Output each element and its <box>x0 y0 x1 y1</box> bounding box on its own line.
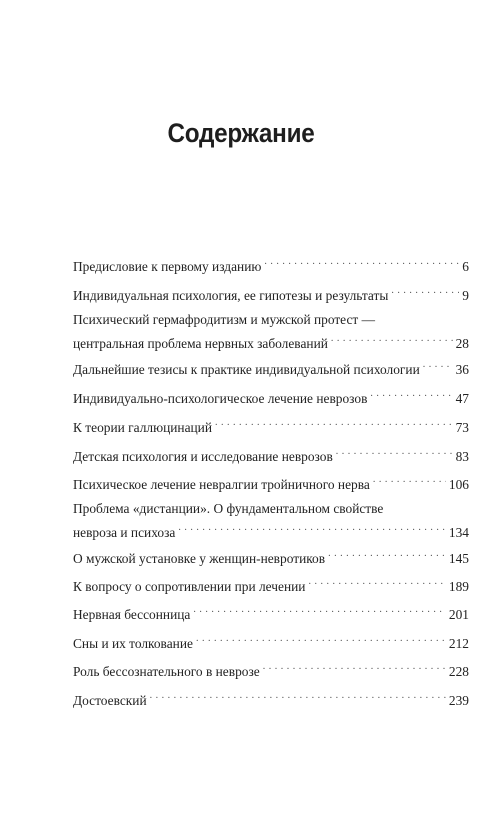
toc-entry-title: Предисловие к первому изданию <box>73 259 262 274</box>
toc-page-number: 228 <box>448 664 469 679</box>
dot-leader <box>178 518 446 537</box>
toc-entry-title: Индивидуально-психологическое лечение неврозов <box>73 391 368 406</box>
toc-entry-title-line: Проблема «дистанции». О фундаментальном свойстве <box>73 501 384 516</box>
toc-entry-title-line: центральная проблема нервных заболеваний <box>73 336 328 351</box>
toc-page-number: 36 <box>455 362 469 377</box>
toc-entry-title: Нервная бессонница <box>73 607 191 622</box>
toc-entry <box>73 572 469 596</box>
dot-leader <box>150 686 446 705</box>
toc-page-number: 9 <box>462 288 469 303</box>
dot-leader <box>331 329 453 348</box>
toc-entry-title: Детская психология и исследование неврозов <box>73 449 333 464</box>
dot-leader <box>196 629 446 648</box>
toc-entry-title: Психическое лечение невралгии тройничного нерва <box>73 477 370 492</box>
dot-leader <box>373 470 446 489</box>
toc-page-number: 239 <box>448 693 469 708</box>
dot-leader <box>336 442 453 461</box>
toc-page-number: 145 <box>448 551 469 566</box>
dot-leader <box>423 355 453 374</box>
toc-page-number: 73 <box>455 420 469 435</box>
dot-leader <box>308 572 445 591</box>
toc-entry <box>73 686 469 710</box>
toc-entry <box>73 281 469 305</box>
toc-entry <box>73 470 469 494</box>
dot-leader <box>264 252 459 271</box>
toc-entry <box>73 629 469 653</box>
toc-entry-title: Роль бессознательного в неврозе <box>73 664 260 679</box>
dot-leader <box>215 413 453 432</box>
toc-entry-title: Дальнейшие тезисы к практике индивидуальной психологии <box>73 362 420 377</box>
toc-entry-title-line: Психический гермафродитизм и мужской протест — <box>73 312 375 327</box>
toc-entry <box>73 252 469 276</box>
toc-entry <box>73 310 469 353</box>
toc-entry <box>73 413 469 437</box>
toc-entry-title: К вопросу о сопротивлении при лечении <box>73 579 306 594</box>
toc-entry-title: К теории галлюцинаций <box>73 420 213 435</box>
toc-page-number: 28 <box>455 336 469 351</box>
toc-entry <box>73 384 469 408</box>
toc-entry-title: Достоевский <box>73 693 147 708</box>
toc-page-number: 189 <box>448 579 469 594</box>
toc-entry <box>73 600 469 624</box>
toc-entry <box>73 499 469 542</box>
dot-leader <box>328 544 446 563</box>
dot-leader <box>263 657 446 676</box>
toc-entry <box>73 442 469 466</box>
toc-entry <box>73 544 469 568</box>
toc-page-number: 212 <box>448 636 469 651</box>
dot-leader <box>391 281 459 300</box>
dot-leader <box>193 600 446 619</box>
page-title: Содержание <box>167 118 315 148</box>
toc-page-number: 134 <box>448 525 469 540</box>
toc-entry-title: О мужской установке у женщин-невротиков <box>73 551 326 566</box>
toc-entry-title: Сны и их толкование <box>73 636 193 651</box>
dot-leader <box>370 384 452 403</box>
toc-page-number: 201 <box>448 607 469 622</box>
toc-entry <box>73 355 469 379</box>
toc-entry <box>73 657 469 681</box>
toc-entry-title: Индивидуальная психология, ее гипотезы и результаты <box>73 288 389 303</box>
toc-page-number: 83 <box>455 449 469 464</box>
toc-page-number: 106 <box>448 477 469 492</box>
toc-page-number: 47 <box>455 391 469 406</box>
toc-page-number: 6 <box>462 259 469 274</box>
toc-entry-title-line: невроза и психоза <box>73 525 176 540</box>
